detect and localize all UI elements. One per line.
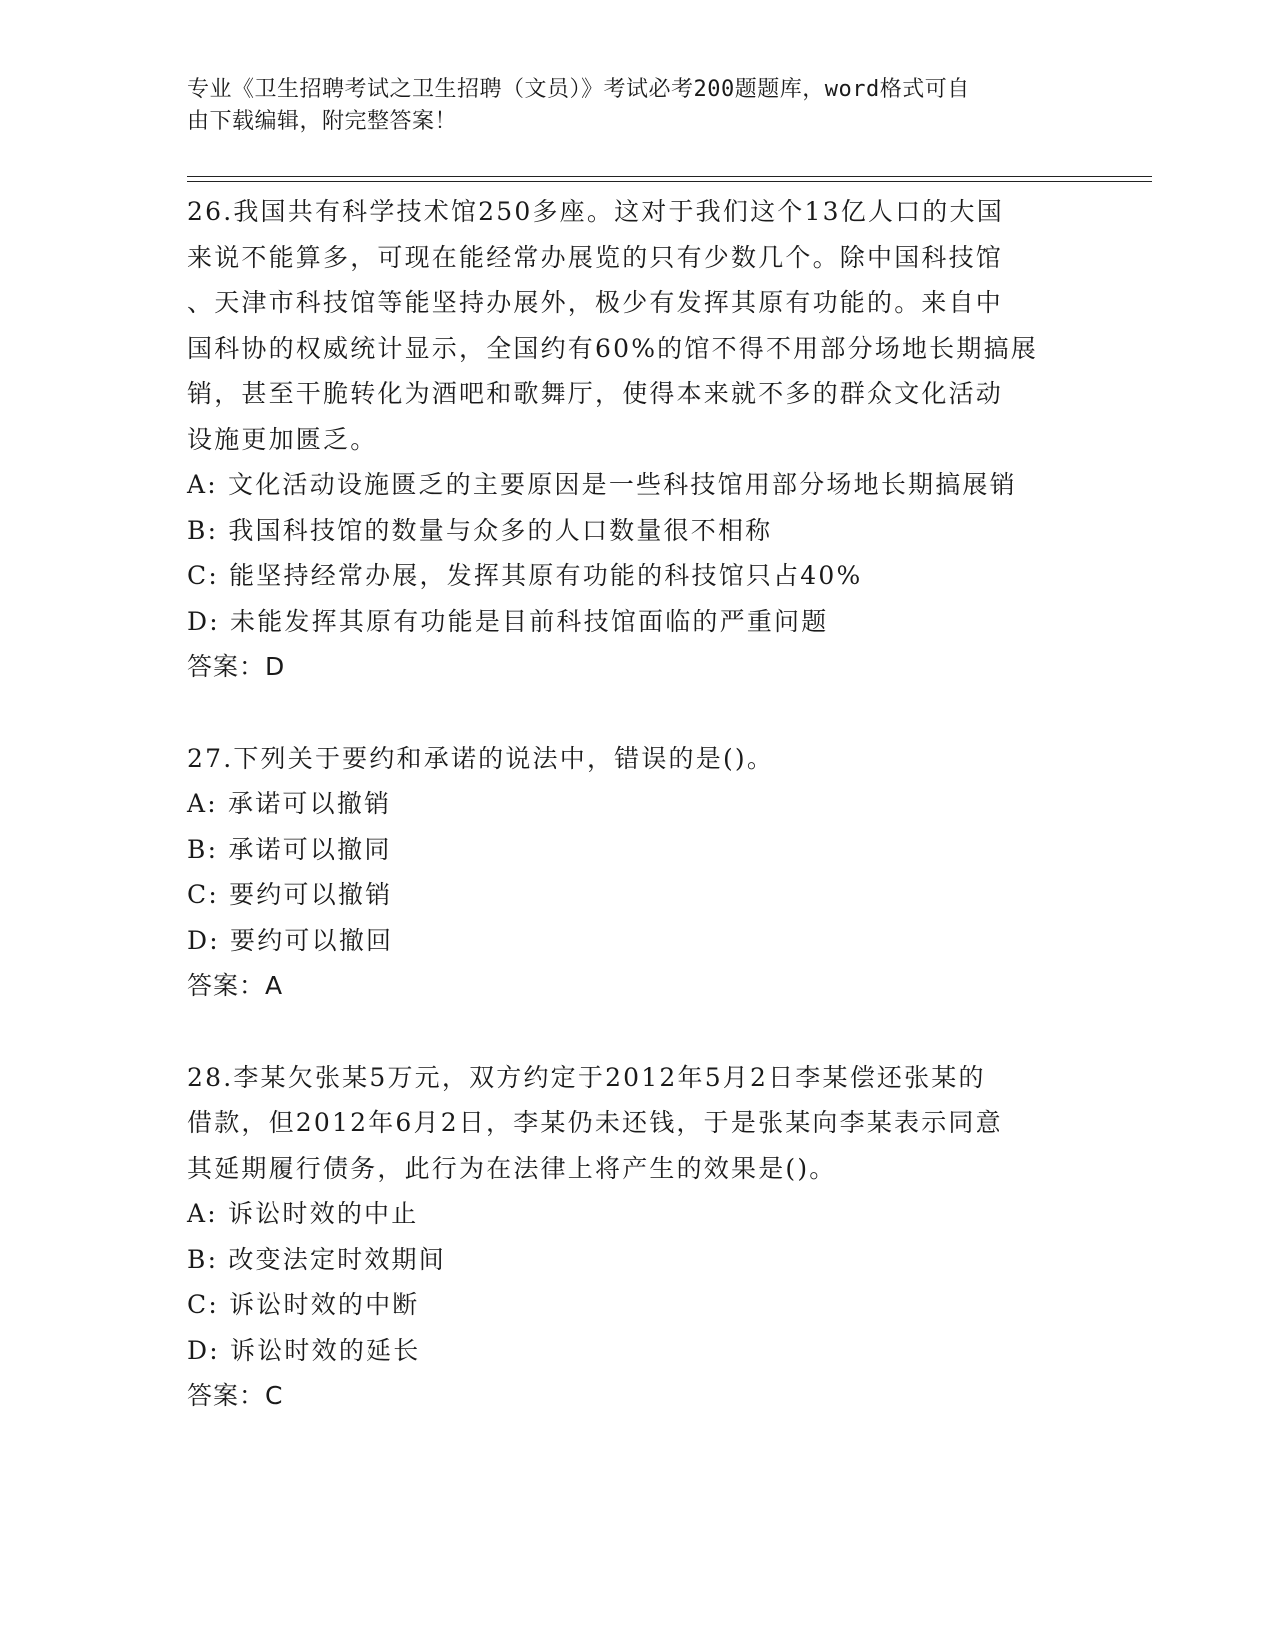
question-stem-line: 借款，但2012年6月2日，李某仍未还钱，于是张某向李某表示同意	[187, 1108, 1003, 1137]
question-28	[187, 1055, 1087, 1419]
option-a: A: 文化活动设施匮乏的主要原因是一些科技馆用部分场地长期搞展销	[187, 470, 1017, 499]
option-d: D: 要约可以撤回	[187, 925, 394, 955]
question-stem-line: 28.李某欠张某5万元，双方约定于2012年5月2日李某偿还张某的	[187, 1062, 986, 1092]
answer-line: 答案：C	[187, 1381, 284, 1410]
answer-line: 答案：A	[187, 971, 284, 1000]
option-c: C: 能坚持经常办展，发挥其原有功能的科技馆只占40%	[187, 561, 863, 590]
question-27	[187, 736, 1087, 1009]
option-b: B: 改变法定时效期间	[187, 1244, 446, 1274]
option-c: C: 诉讼时效的中断	[187, 1290, 420, 1319]
option-a: A: 诉讼时效的中止	[187, 1199, 419, 1228]
answer-line: 答案：D	[187, 652, 286, 681]
question-stem-line: 27.下列关于要约和承诺的说法中，错误的是()。	[187, 743, 775, 773]
header-rule-top	[187, 176, 1152, 177]
option-d: D: 未能发挥其原有功能是目前科技馆面临的严重问题	[187, 606, 829, 636]
question-stem-line: 其延期履行债务，此行为在法律上将产生的效果是()。	[187, 1153, 837, 1183]
question-stem-line: 来说不能算多，可现在能经常办展览的只有少数几个。除中国科技馆	[187, 242, 1004, 272]
option-a: A: 承诺可以撤销	[187, 789, 392, 818]
question-stem-line: 国科协的权威统计显示，全国约有60%的馆不得不用部分场地长期搞展	[187, 333, 1038, 363]
document-header	[187, 74, 1067, 138]
option-b: B: 我国科技馆的数量与众多的人口数量很不相称	[187, 515, 773, 545]
header-line-2: 由下载编辑，附完整答案！	[187, 109, 458, 134]
header-rule-bottom	[187, 181, 1152, 182]
option-c: C: 要约可以撤销	[187, 880, 393, 909]
question-list	[187, 189, 1087, 1465]
header-line-1: 专业《卫生招聘考试之卫生招聘（文员）》考试必考200题题库，word格式可自	[187, 77, 970, 102]
option-b: B: 承诺可以撤同	[187, 834, 392, 864]
question-stem-line: 设施更加匮乏。	[187, 424, 378, 454]
option-d: D: 诉讼时效的延长	[187, 1335, 421, 1365]
question-stem-line: 26.我国共有科学技术馆250多座。这对于我们这个13亿人口的大国	[187, 197, 1004, 226]
question-stem-line: 、天津市科技馆等能坚持办展外，极少有发挥其原有功能的。来自中	[187, 288, 1004, 317]
question-26	[187, 189, 1087, 690]
question-stem-line: 销，甚至干脆转化为酒吧和歌舞厅，使得本来就不多的群众文化活动	[187, 379, 1004, 408]
